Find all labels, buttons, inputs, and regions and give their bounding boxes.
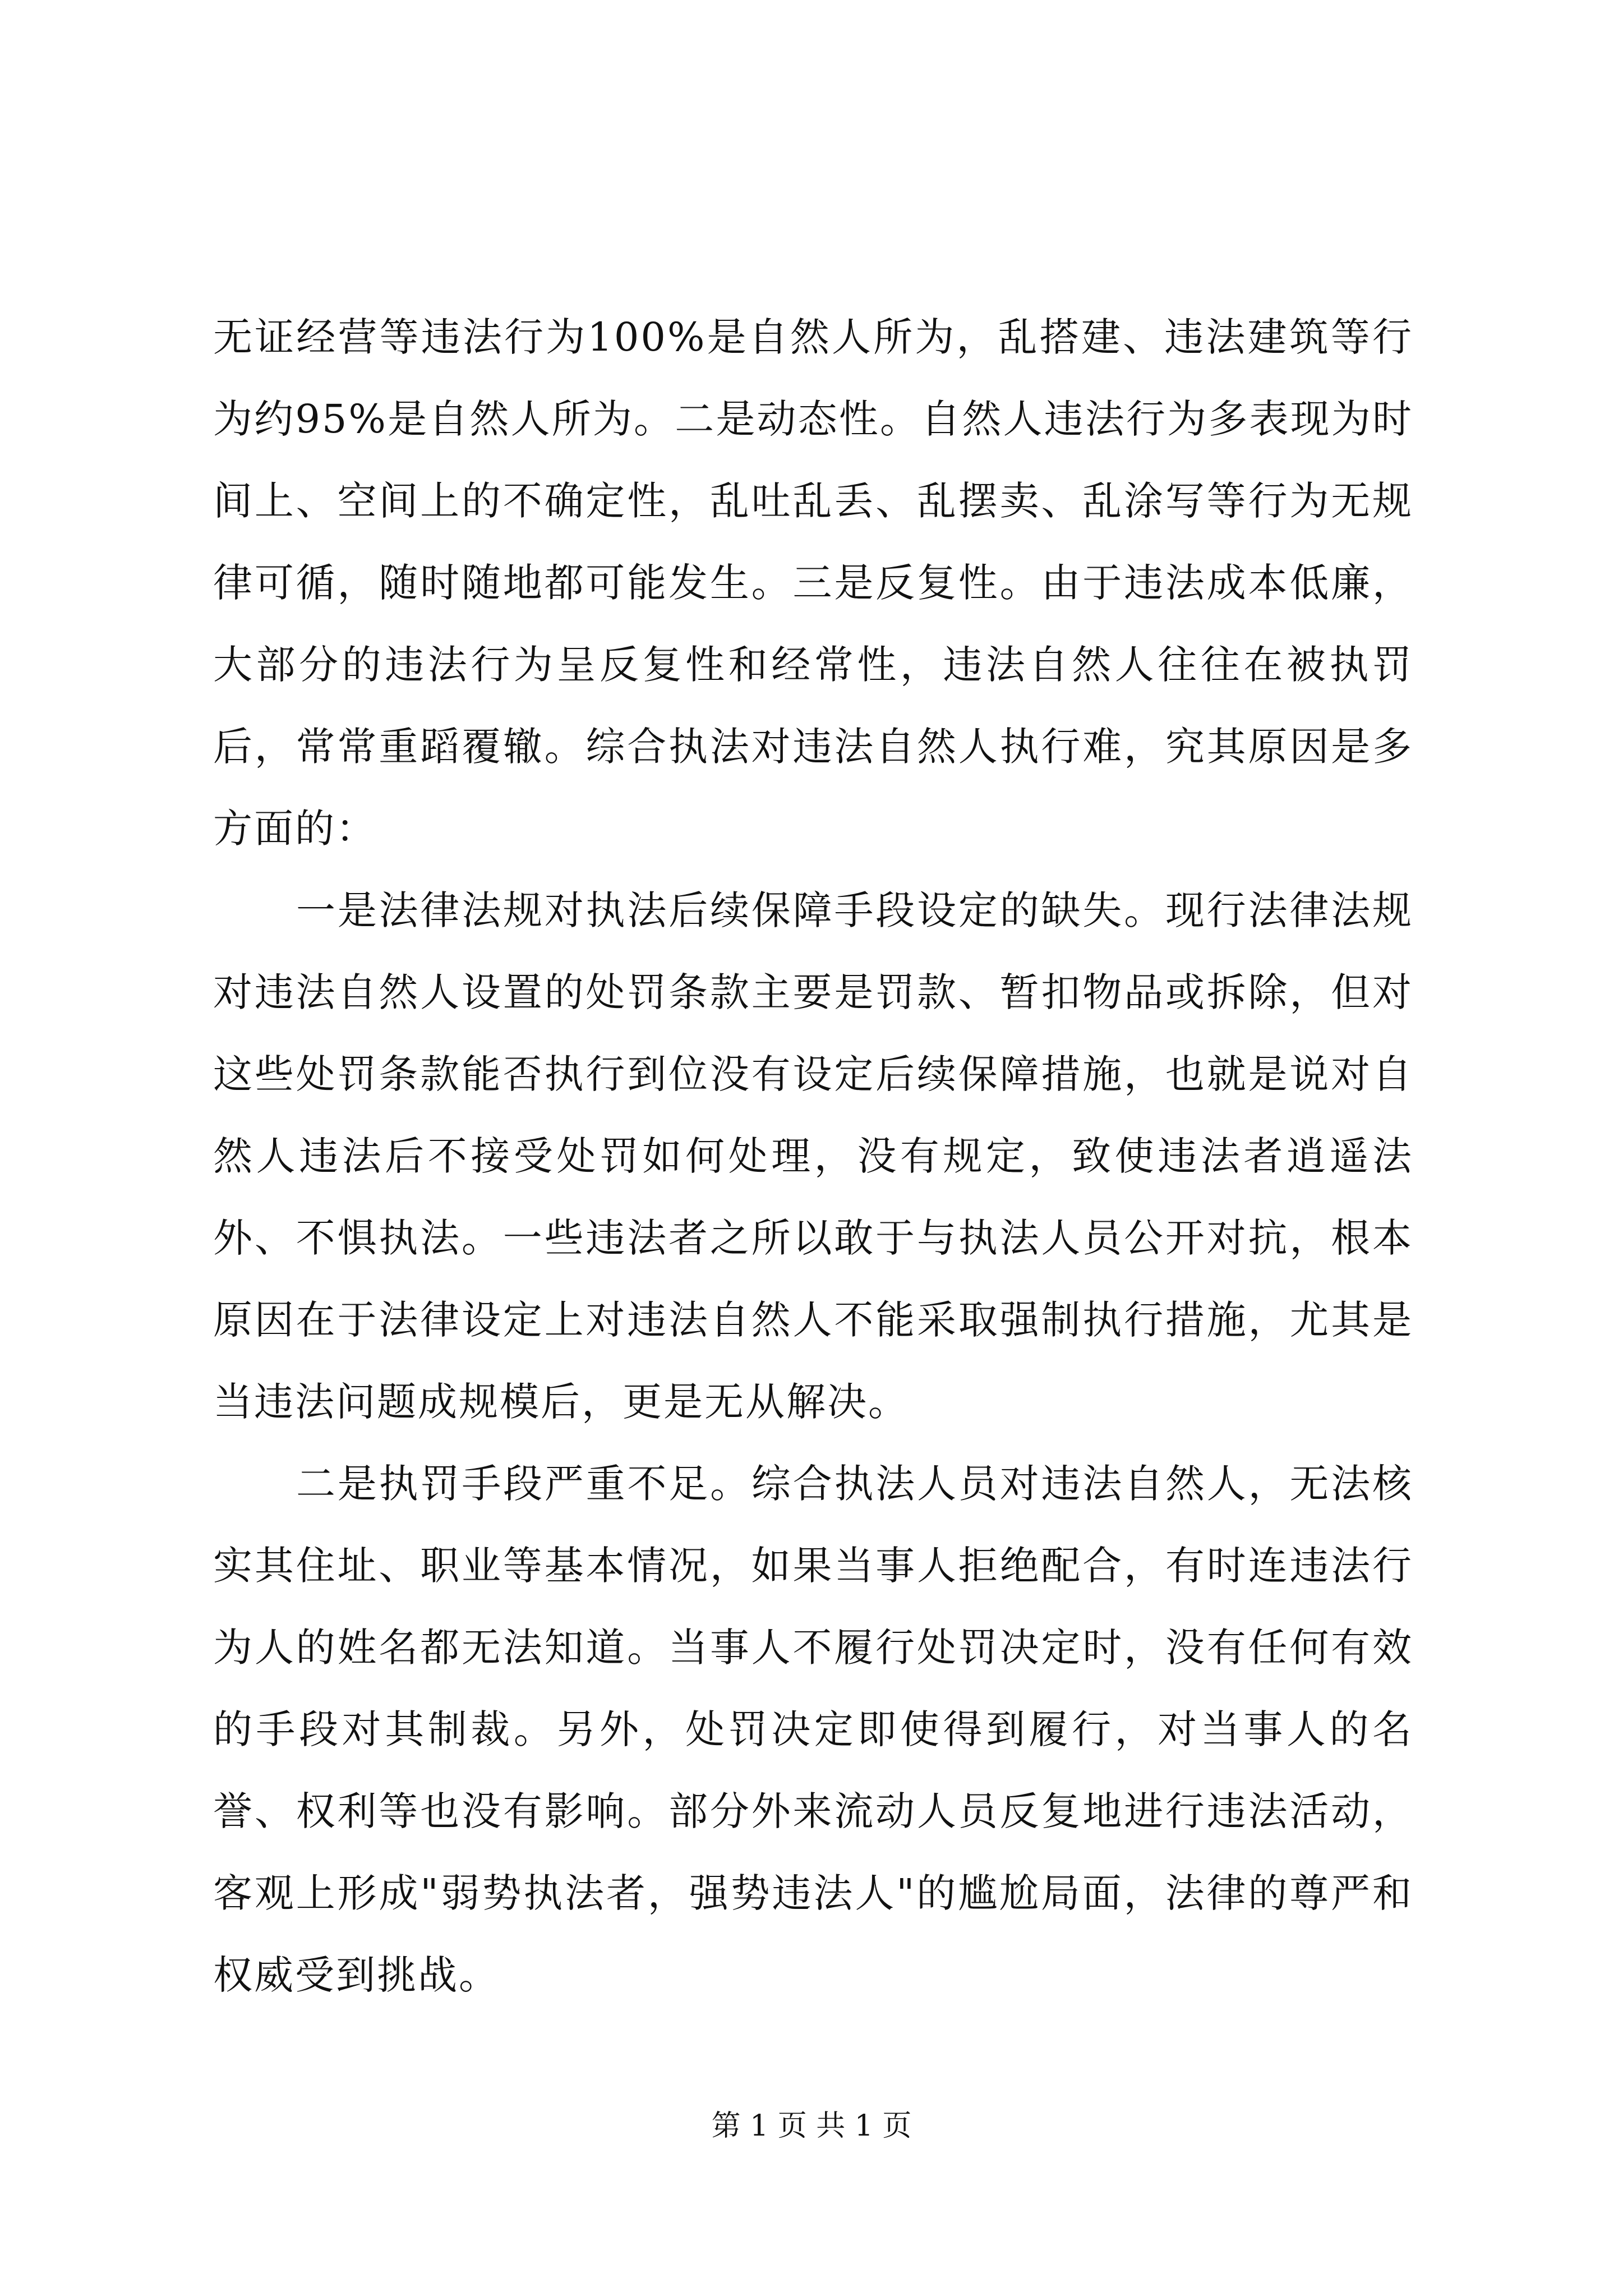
page-footer: 第 1 页 共 1 页: [711, 2109, 912, 2143]
paragraph-1: 无证经营等违法行为100%是自然人所为，乱搭建、违法建筑等行为约95%是自然人所为。二是动态性。自然人违法行为多表现为时间上、空间上的不确定性，乱吐乱丢、乱摆卖、乱涂写等行为无规律可循，随时随地都可能发生。三是反复性。由于违法成本低廉，大部分的违法行为呈反复性和经常性，违法自然人往往在被执罚后，常常重蹈覆辙。综合执法对违法自然人执行难，究其原因是多方面的：: [213, 314, 1413, 852]
paragraph-3: 二是执罚手段严重不足。综合执法人员对违法自然人，无法核实其住址、职业等基本情况，如果当事人拒绝配合，有时连违法行为人的姓名都无法知道。当事人不履行处罚决定时，没有任何有效的手段对其制裁。另外，处罚决定即使得到履行，对当事人的名誉、权利等也没有影响。部分外来流动人员反复地进行违法活动，客观上形成"弱势执法者，强势违法人"的尴尬局面，法律的尊严和权威受到挑战。: [213, 1461, 1413, 1998]
document-body: [213, 296, 1413, 2016]
paragraph-2: 一是法律法规对执法后续保障手段设定的缺失。现行法律法规对违法自然人设置的处罚条款主要是罚款、暂扣物品或拆除，但对这些处罚条款能否执行到位没有设定后续保障措施，也就是说对自然人违法后不接受处罚如何处理，没有规定，致使违法者逍遥法外、不惧执法。一些违法者之所以敢于与执法人员公开对抗，根本原因在于法律设定上对违法自然人不能采取强制执行措施，尤其是当违法问题成规模后，更是无从解决。: [213, 887, 1413, 1425]
